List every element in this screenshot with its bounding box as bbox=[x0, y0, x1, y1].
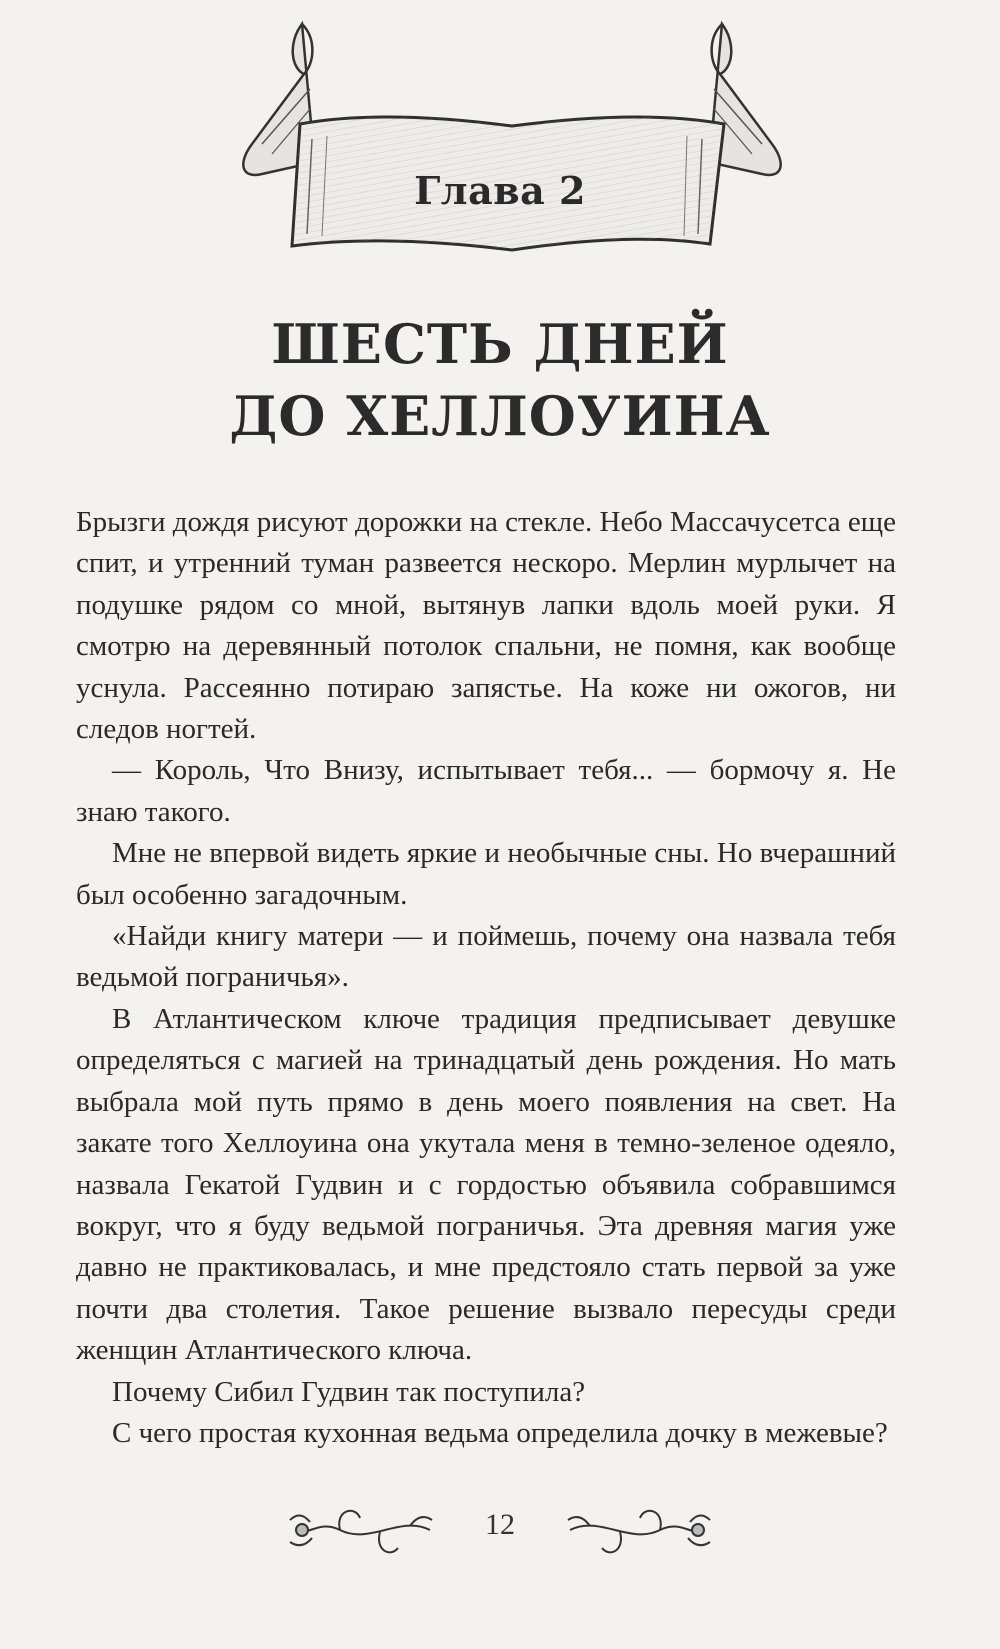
paragraph-3: Мне не впервой видеть яркие и необычные сны. Но вчерашний был особенно загадочным. bbox=[76, 837, 896, 911]
chapter-title-line-1: ШЕСТЬ ДНЕЙ bbox=[271, 312, 729, 376]
chapter-title-line-2: ДО ХЕЛЛОУИНА bbox=[229, 384, 771, 448]
page-number: 12 bbox=[485, 1508, 515, 1541]
paragraph-7: С чего простая кухонная ведьма определила дочку в межевые? bbox=[112, 1416, 888, 1449]
paragraph-6: Почему Сибил Гудвин так поступила? bbox=[112, 1375, 586, 1408]
paragraph-4: «Найди книгу матери — и поймешь, почему она назвала тебя ведьмой пограничья». bbox=[76, 920, 896, 994]
paragraph-1: Брызги дождя рисуют дорожки на стекле. Небо Массачусетса еще спит, и утренний туман развеется нескоро. Мерлин мурлычет на подушке рядом со мной, вытянув лапки вдоль моей руки. Я смотрю на деревянный потолок спальни, не помня, как вообще уснула. Рассеянно потираю запястье. На коже ни ожогов, ни следов ногтей. bbox=[76, 506, 896, 746]
chapter-title bbox=[100, 308, 900, 452]
chapter-body bbox=[76, 502, 896, 1454]
chapter-label: Глава 2 bbox=[414, 168, 586, 213]
paragraph-2: — Король, Что Внизу, испытывает тебя... — бормочу я. Не знаю такого. bbox=[76, 754, 896, 828]
scroll-banner-icon bbox=[232, 14, 792, 274]
paragraph-5: В Атлантическом ключе традиция предписывает девушке определяться с магией на тринадцатый день рождения. Но мать выбрала мой путь прямо в день моего появления на свет. На закате того Хеллоуина она укутала меня в темно-зеленое одеяло, назвала Гекатой Гудвин и с гордостью объявила собравшимся вокруг, что я буду ведьмой пограничья. Эта древняя магия уже давно не практиковалась, и мне предстояло стать первой за уже почти два столетия. Такое решение вызвало пересуды среди женщин Атлантического ключа. bbox=[76, 1002, 896, 1367]
